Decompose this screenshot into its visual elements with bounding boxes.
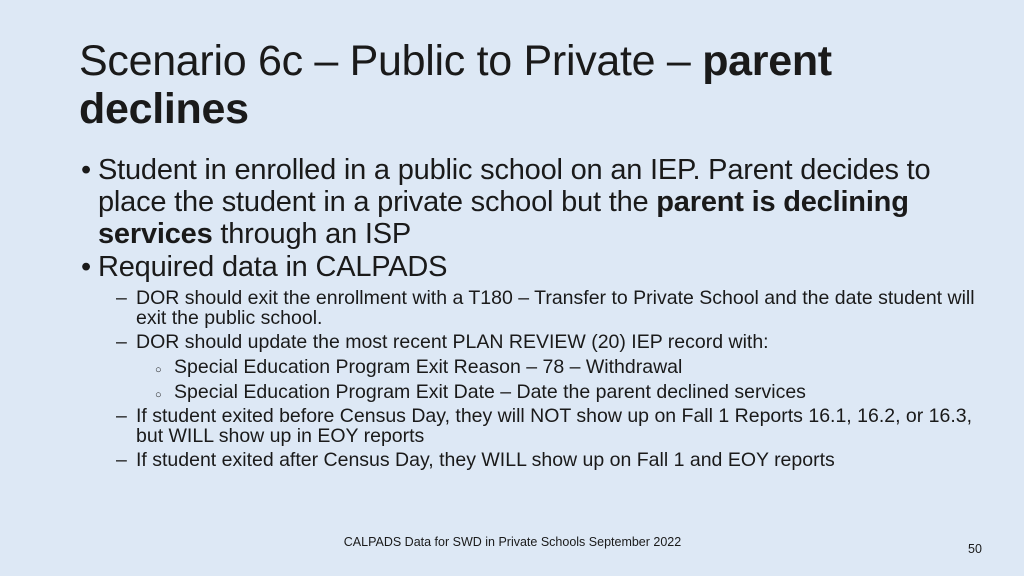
sub-sub-bullet-exit-reason — [155, 356, 979, 378]
sub-bullet-text: DOR should exit the enrollment with a T180 – Transfer to Private School and the date student will exit the public school. — [136, 287, 975, 329]
slide-footer: CALPADS Data for SWD in Private Schools September 2022 — [343, 535, 682, 549]
slide-title-bold: parent declines — [79, 37, 832, 133]
bullet-text: Required data in CALPADS — [98, 251, 448, 283]
page-number: 50 — [968, 542, 982, 556]
sub-bullet-text: If student exited before Census Day, they will NOT show up on Fall 1 Reports 16.1, 16.2, or 16.3, but WILL show up in EOY reports — [136, 405, 973, 447]
sub-sub-bullet-text: Special Education Program Exit Reason – 78 – Withdrawal — [174, 356, 683, 378]
sub-bullet-marker: – — [116, 331, 127, 353]
sub-sub-bullet-text: Special Education Program Exit Date – Date the parent declined services — [174, 381, 806, 403]
circle-bullet-icon: ○ — [155, 389, 162, 401]
sub-bullet-after-census — [116, 450, 979, 470]
sub-bullet-exit-enrollment — [116, 288, 979, 328]
bullet-marker: • — [81, 251, 91, 283]
circle-bullet-icon: ○ — [155, 364, 162, 376]
sub-bullet-update-plan-review — [116, 332, 979, 352]
sub-bullet-text: DOR should update the most recent PLAN REVIEW (20) IEP record with: — [136, 331, 769, 353]
bullet-student-enrolled — [79, 154, 979, 250]
slide-body — [79, 154, 979, 474]
bullet-marker: • — [81, 154, 91, 186]
sub-bullet-before-census — [116, 406, 979, 446]
bullet-text-part1: Student in enrolled in a public school on an IEP. Parent decides to place the student in a private school but the — [98, 154, 931, 218]
sub-bullet-marker: – — [116, 405, 127, 427]
bullet-text-part2: through an ISP — [212, 218, 412, 250]
bullet-text-bold: parent is declining services — [98, 186, 909, 250]
sub-bullet-marker: – — [116, 449, 127, 471]
bullet-required-data — [79, 251, 979, 283]
slide-title — [79, 37, 959, 133]
sub-bullet-text: If student exited after Census Day, they WILL show up on Fall 1 and EOY reports — [136, 449, 835, 471]
sub-bullet-marker: – — [116, 287, 127, 309]
sub-sub-bullet-exit-date — [155, 381, 979, 403]
slide-title-normal: Scenario 6c – Public to Private – — [79, 37, 703, 85]
